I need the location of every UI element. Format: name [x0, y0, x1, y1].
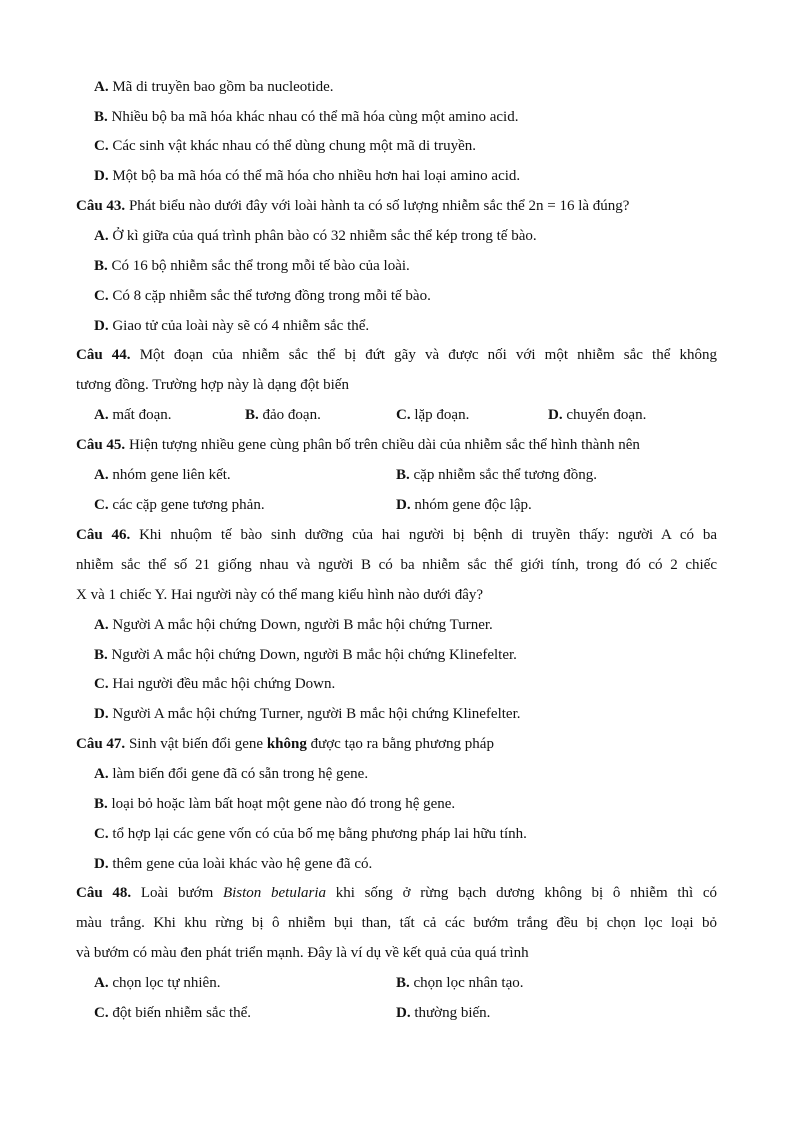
prev-option-d: D. Một bộ ba mã hóa có thể mã hóa cho nhiều hơn hai loại amino acid.	[94, 168, 521, 184]
q43-option-b: B. Có 16 bộ nhiễm sắc thể trong mỗi tế bào của loài.	[94, 258, 410, 274]
question-48-cont-2: và bướm có màu đen phát triển mạnh. Đây là ví dụ về kết quả của quá trình	[76, 945, 529, 961]
q48-option-a: A. chọn lọc tự nhiên.	[94, 975, 221, 991]
q46-option-d: D. Người A mắc hội chứng Turner, người B mắc hội chứng Klinefelter.	[94, 706, 521, 722]
q47-option-a: A. làm biến đổi gene đã có sẵn trong hệ gene.	[94, 766, 369, 782]
q45-option-a: A. nhóm gene liên kết.	[94, 467, 231, 483]
q45-option-c: C. các cặp gene tương phản.	[94, 497, 265, 513]
question-45: Câu 45. Hiện tượng nhiều gene cùng phân bố trên chiều dài của nhiễm sắc thể hình thành nên	[76, 437, 640, 453]
question-46: Câu 46. Khi nhuộm tế bào sinh dưỡng của hai người bị bệnh di truyền thấy: người A có ba	[76, 527, 717, 543]
q48-option-c: C. đột biến nhiễm sắc thể.	[94, 1005, 252, 1021]
q44-option-a: A. mất đoạn.	[94, 407, 172, 423]
q44-option-d: D. chuyển đoạn.	[548, 407, 647, 423]
question-48-cont-1: màu trắng. Khi khu rừng bị ô nhiễm bụi than, tất cả các bướm trắng đều bị chọn lọc loại bỏ	[76, 915, 717, 931]
question-46-cont-2: X và 1 chiếc Y. Hai người này có thể mang kiểu hình nào dưới đây?	[76, 587, 484, 603]
prev-option-a: A. Mã di truyền bao gồm ba nucleotide.	[94, 79, 334, 95]
question-44-cont: tương đồng. Trường hợp này là dạng đột biến	[76, 377, 349, 393]
q43-option-c: C. Có 8 cặp nhiễm sắc thể tương đồng trong mỗi tế bào.	[94, 288, 431, 304]
q43-option-d: D. Giao tử của loài này sẽ có 4 nhiễm sắc thể.	[94, 318, 370, 334]
q47-option-c: C. tổ hợp lại các gene vốn có của bố mẹ bằng phương pháp lai hữu tính.	[94, 826, 527, 842]
q48-option-d: D. thường biến.	[396, 1005, 491, 1021]
q46-option-b: B. Người A mắc hội chứng Down, người B mắc hội chứng Klinefelter.	[94, 647, 517, 663]
q43-option-a: A. Ở kì giữa của quá trình phân bào có 32 nhiễm sắc thể kép trong tế bào.	[94, 228, 537, 244]
question-43: Câu 43. Phát biểu nào dưới đây với loài hành ta có số lượng nhiễm sắc thể 2n = 16 là đúng?	[76, 198, 630, 214]
q47-option-d: D. thêm gene của loài khác vào hệ gene đã có.	[94, 856, 373, 872]
q45-option-d: D. nhóm gene độc lập.	[396, 497, 532, 513]
prev-option-b: B. Nhiều bộ ba mã hóa khác nhau có thể mã hóa cùng một amino acid.	[94, 109, 519, 125]
question-44: Câu 44. Một đoạn của nhiễm sắc thể bị đứt gãy và được nối với một nhiễm sắc thể không	[76, 347, 717, 363]
q45-option-b: B. cặp nhiễm sắc thể tương đồng.	[396, 467, 598, 483]
q46-option-c: C. Hai người đều mắc hội chứng Down.	[94, 676, 336, 692]
q47-option-b: B. loại bỏ hoặc làm bất hoạt một gene nào đó trong hệ gene.	[94, 796, 456, 812]
q46-option-a: A. Người A mắc hội chứng Down, người B mắc hội chứng Turner.	[94, 617, 493, 633]
q44-option-b: B. đảo đoạn.	[245, 407, 321, 423]
q48-option-b: B. chọn lọc nhân tạo.	[396, 975, 524, 991]
question-46-cont-1: nhiễm sắc thể số 21 giống nhau và người B có ba nhiễm sắc thể giới tính, trong đó có 2 chiếc	[76, 557, 717, 573]
prev-option-c: C. Các sinh vật khác nhau có thể dùng chung một mã di truyền.	[94, 138, 477, 154]
q44-option-c: C. lặp đoạn.	[396, 407, 470, 423]
question-48: Câu 48. Loài bướm Biston betularia khi sống ở rừng bạch dương không bị ô nhiễm thì có	[76, 885, 717, 901]
question-47: Câu 47. Sinh vật biến đổi gene không được tạo ra bằng phương pháp	[76, 736, 494, 752]
